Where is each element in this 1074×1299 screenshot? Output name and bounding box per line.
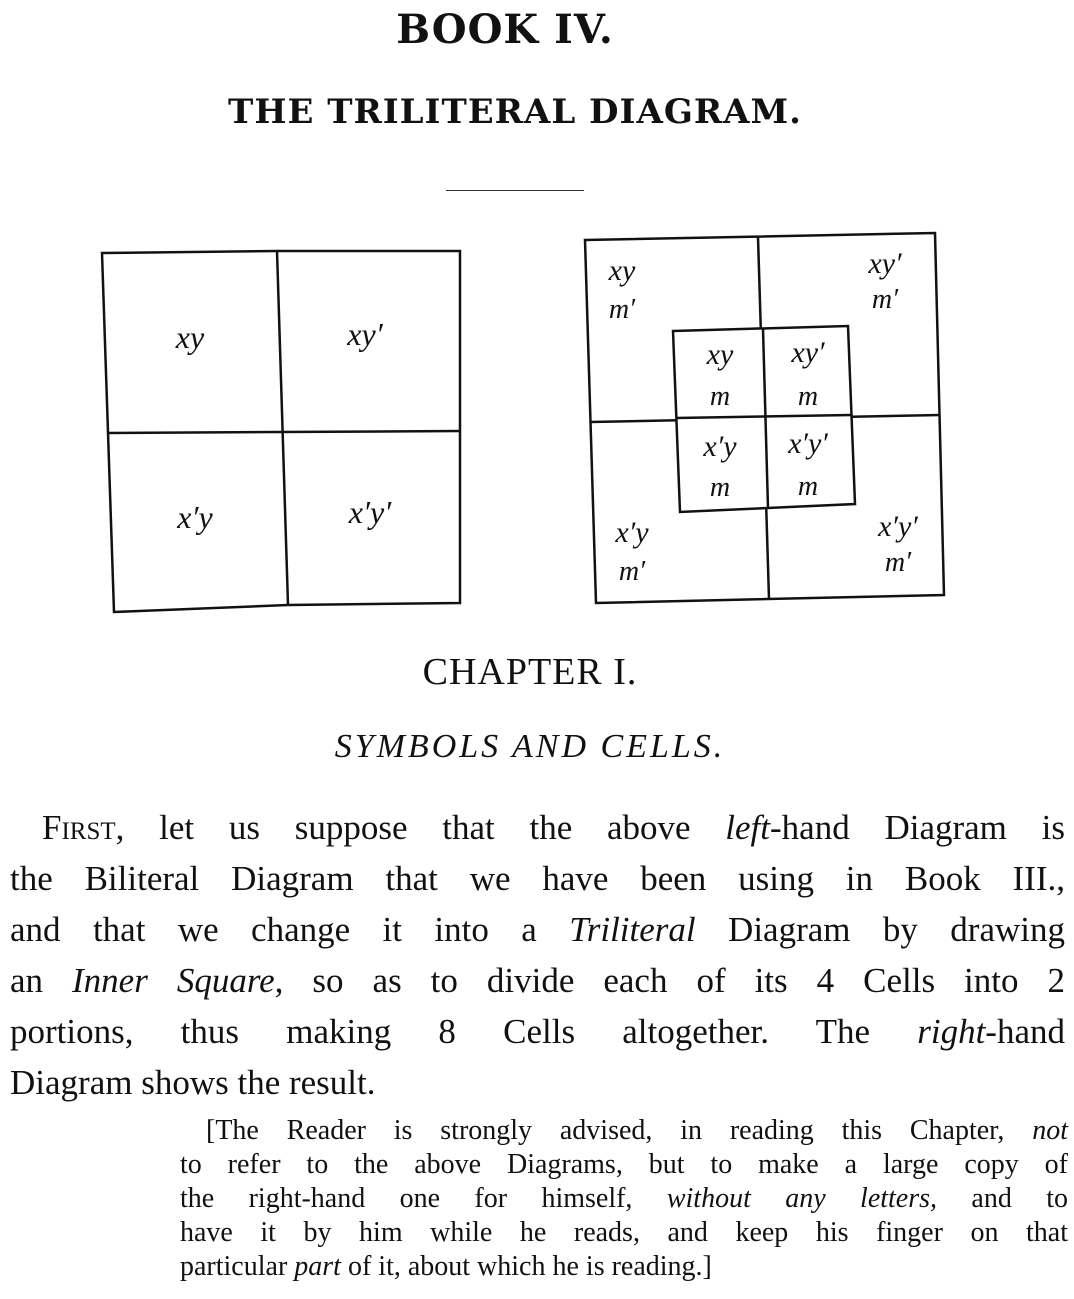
book-number: BOOK IV. [396,6,614,53]
note-line [180,1250,1068,1284]
cell-label-x-prime-y: x′y [177,499,213,535]
paragraph-line [10,802,1065,853]
first-word: First, [42,808,125,847]
chapter-heading: CHAPTER I. [422,651,638,693]
outer-cell-xy-prime: xy′ [868,247,902,280]
text-run: let us suppose that the above [124,808,726,847]
text-run: -hand [985,1012,1065,1051]
triliteral-diagram [580,228,950,610]
outer-cell-x-prime-y-m: m′ [618,556,646,587]
book-title: THE TRILITERAL DIAGRAM. [228,92,802,132]
text-run: [The Reader is strongly advised, in reading this Chapter, [206,1115,1033,1146]
cell-label-xy: xy [175,319,205,355]
body-paragraph [10,802,1065,1108]
text-run: portions, thus making 8 Cells altogether. The [10,1012,918,1051]
biliteral-horizontal-divider [108,431,460,433]
text-run: an [10,961,73,1000]
text-run: the right-hand one for himself, [180,1183,667,1214]
outer-cell-x-prime-y: x′y [615,516,649,549]
biliteral-diagram [95,245,475,620]
biliteral-vertical-divider [277,251,288,605]
paragraph-line [10,904,1065,955]
outer-cell-xy: xy [608,254,636,287]
text-run: Diagram by drawing [695,910,1065,949]
inner-cell-xy-prime-m: m [797,381,819,412]
cell-label-x-prime-y-prime: x′y′ [348,494,392,530]
inner-cell-x-prime-y-prime: x′y′ [788,427,828,460]
text-run: and that we change it into a [10,910,570,949]
chapter-subtitle: SYMBOLS AND CELLS. [334,728,726,765]
emphasis: without any letters, [666,1183,938,1214]
paragraph-line: the Biliteral Diagram that we have been using in Book III., [10,859,1065,898]
text-run: -hand Diagram is [770,808,1065,847]
emphasis: not [1032,1115,1068,1146]
inner-cell-x-prime-y-m: m [709,472,731,503]
emphasis: left [725,808,771,847]
paragraph-line: Diagram shows the result. [10,1063,376,1102]
emphasis: Inner Square, [72,961,284,1000]
note-line: to refer to the above Diagrams, but to make a large copy of [180,1149,1068,1180]
outer-cell-x-prime-y-prime: x′y′ [878,510,918,543]
text-run: so as to divide each of its 4 Cells into 2 [283,961,1065,1000]
reader-note [180,1114,1068,1284]
note-line [180,1182,1068,1216]
paragraph-line [10,955,1065,1006]
text-run: of it, about which he is reading.] [340,1251,712,1282]
emphasis: part [294,1251,341,1282]
inner-cell-x-prime-y-prime-m: m [797,471,819,502]
outer-cell-xy-prime-m: m′ [871,284,899,315]
cell-label-xy-prime: xy′ [347,316,383,352]
note-line: have it by him while he reads, and keep his finger on that [180,1217,1068,1248]
outer-cell-x-prime-y-prime-m: m′ [884,547,912,578]
text-run: particular [180,1251,295,1282]
text-run: and to [937,1183,1069,1214]
inner-cell-xy-prime: xy′ [791,336,825,369]
emphasis: Triliteral [569,910,696,949]
divider-rule [446,190,584,191]
inner-cell-xy-m: m [709,381,731,412]
inner-cell-xy: xy [706,338,734,371]
paragraph-line [10,1006,1065,1057]
outer-cell-xy-m: m′ [608,294,636,325]
emphasis: right [917,1012,986,1051]
inner-cell-x-prime-y: x′y [703,430,737,463]
note-line [180,1114,1068,1148]
